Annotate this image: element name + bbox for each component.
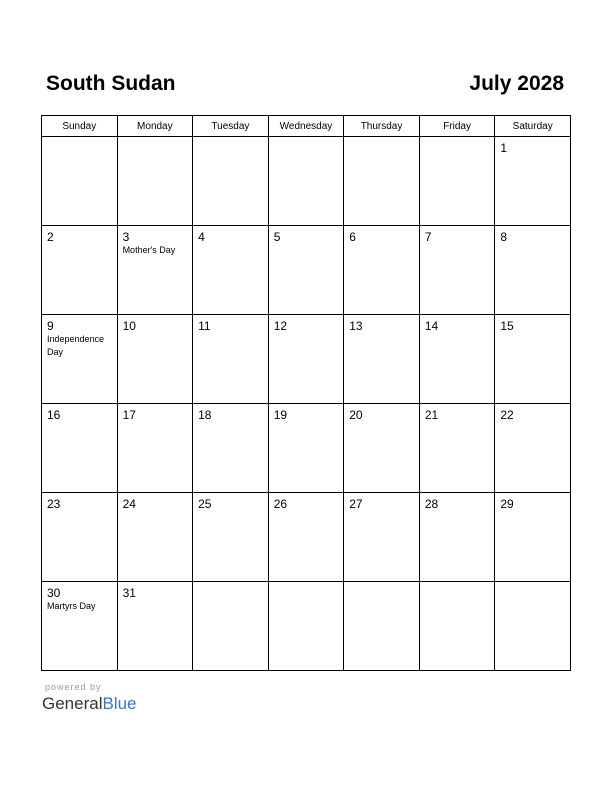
empty-day-cell [117, 137, 193, 226]
day-number: 10 [122, 319, 136, 333]
day-number: 20 [349, 408, 363, 422]
logo-general-text: General [42, 694, 103, 713]
day-cell [42, 493, 118, 582]
weekday-header: Friday [419, 116, 495, 137]
day-number: 13 [349, 319, 363, 333]
day-number: 4 [198, 230, 205, 244]
country-title: South Sudan [46, 72, 176, 95]
day-number: 28 [424, 497, 439, 511]
day-number: 14 [424, 319, 439, 333]
week-row [42, 315, 571, 404]
empty-day-cell [419, 582, 495, 671]
empty-day-cell [193, 582, 269, 671]
weekday-header: Saturday [495, 116, 571, 137]
day-number: 5 [273, 230, 281, 244]
day-number: 24 [122, 497, 136, 511]
day-number: 29 [500, 497, 514, 511]
day-cell [117, 226, 193, 315]
day-cell [344, 226, 420, 315]
empty-day-cell [268, 582, 344, 671]
day-cell [419, 404, 495, 493]
day-cell [495, 226, 571, 315]
empty-day-cell [344, 137, 420, 226]
day-cell [193, 315, 269, 404]
brand-footer [42, 682, 137, 714]
day-number: 18 [198, 408, 212, 422]
day-cell [193, 226, 269, 315]
day-number: 30 [47, 586, 61, 600]
generalblue-logo[interactable] [42, 694, 137, 714]
day-cell [117, 582, 193, 671]
holiday-label: Independence Day [47, 334, 105, 357]
day-cell [495, 315, 571, 404]
week-row [42, 137, 571, 226]
day-number: 1 [500, 141, 508, 155]
calendar-grid [41, 115, 571, 671]
weekday-header: Thursday [344, 116, 420, 137]
day-number: 25 [198, 497, 212, 511]
day-number: 16 [47, 408, 61, 422]
day-number: 22 [500, 408, 514, 422]
empty-day-cell [268, 137, 344, 226]
empty-day-cell [193, 137, 269, 226]
weekday-header: Wednesday [268, 116, 344, 137]
day-cell [268, 226, 344, 315]
day-cell [344, 315, 420, 404]
day-cell [117, 404, 193, 493]
day-cell [42, 226, 118, 315]
day-number: 23 [47, 497, 61, 511]
empty-day-cell [419, 137, 495, 226]
day-cell [193, 404, 269, 493]
day-cell [42, 582, 118, 671]
day-cell [495, 404, 571, 493]
day-number: 3 [122, 230, 130, 244]
weekday-header: Monday [117, 116, 193, 137]
day-number: 19 [273, 408, 288, 422]
weekday-header-row [42, 116, 571, 137]
day-cell [344, 493, 420, 582]
day-number: 17 [122, 408, 136, 422]
empty-day-cell [42, 137, 118, 226]
day-cell [268, 404, 344, 493]
day-cell [117, 315, 193, 404]
day-cell [419, 315, 495, 404]
day-cell [117, 493, 193, 582]
day-number: 9 [47, 319, 54, 333]
week-row [42, 404, 571, 493]
holiday-label: Mother's Day [122, 245, 176, 255]
day-number: 11 [198, 319, 211, 333]
day-number: 6 [349, 230, 356, 244]
day-cell [495, 493, 571, 582]
empty-day-cell [495, 582, 571, 671]
weekday-header: Sunday [42, 116, 118, 137]
week-row [42, 493, 571, 582]
day-number: 27 [349, 497, 363, 511]
week-row [42, 226, 571, 315]
weekday-header: Tuesday [193, 116, 269, 137]
powered-by-label: powered by [45, 682, 102, 692]
day-cell [42, 404, 118, 493]
day-number: 21 [424, 408, 439, 422]
holiday-label: Martyrs Day [47, 601, 96, 611]
day-number: 26 [273, 497, 288, 511]
day-cell [419, 493, 495, 582]
day-cell [268, 315, 344, 404]
day-cell [193, 493, 269, 582]
day-cell [419, 226, 495, 315]
day-cell [344, 404, 420, 493]
day-number: 2 [47, 230, 54, 244]
day-number: 12 [273, 319, 288, 333]
day-cell [268, 493, 344, 582]
day-number: 15 [500, 319, 514, 333]
day-number: 7 [424, 230, 432, 244]
week-row [42, 582, 571, 671]
empty-day-cell [344, 582, 420, 671]
day-cell [495, 137, 571, 226]
day-number: 31 [122, 586, 136, 600]
month-year-title: July 2028 [469, 72, 564, 95]
logo-blue-text: Blue [102, 694, 137, 713]
day-number: 8 [500, 230, 508, 244]
day-cell [42, 315, 118, 404]
